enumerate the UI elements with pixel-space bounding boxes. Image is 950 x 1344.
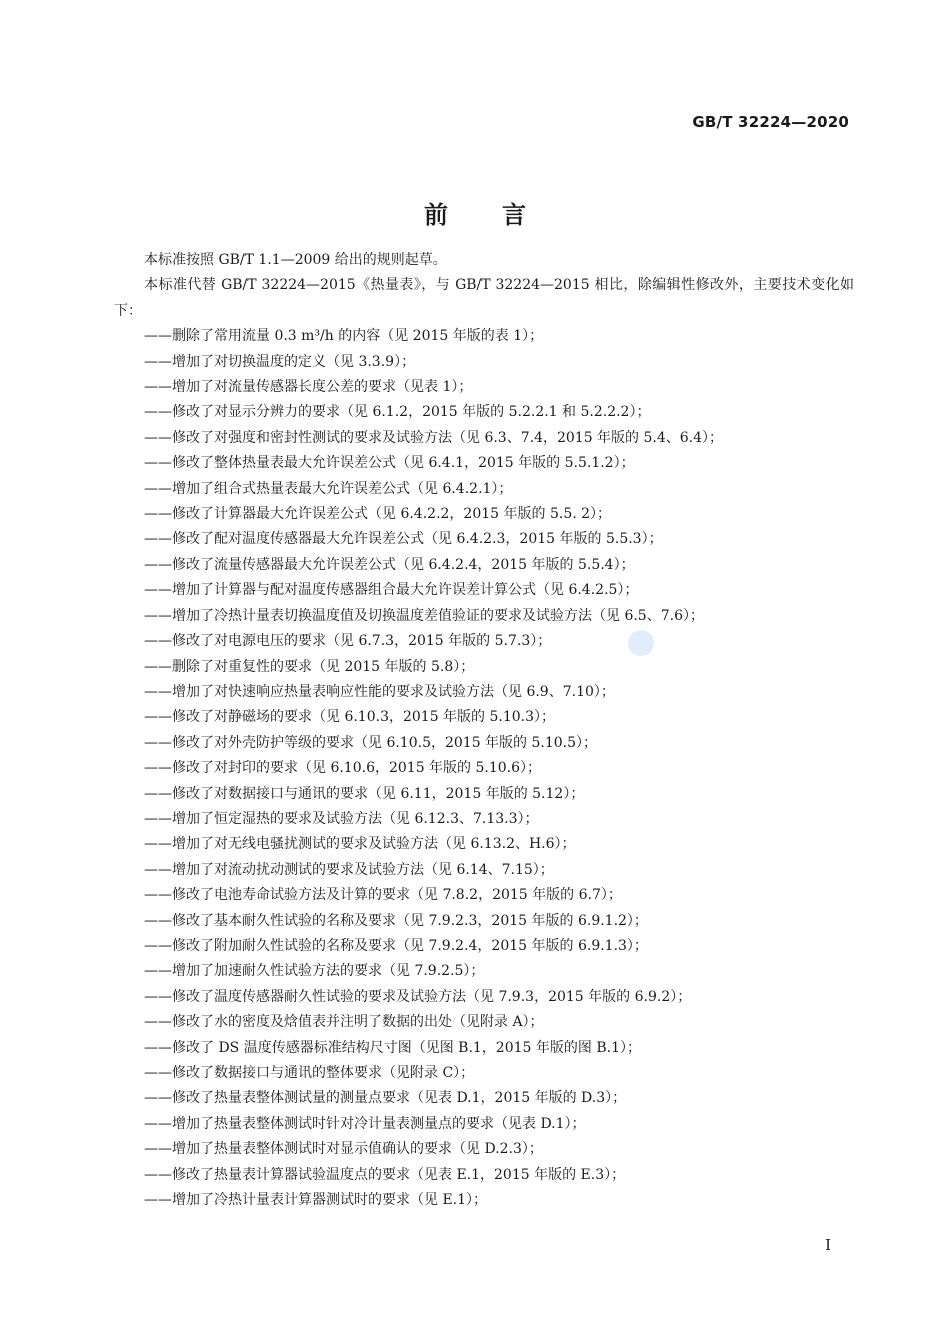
change-item: ——增加了对流动扰动测试的要求及试验方法（见 6.14、7.15）； bbox=[144, 861, 554, 878]
document-body bbox=[114, 248, 854, 1213]
change-item: ——修改了温度传感器耐久性试验的要求及试验方法（见 7.9.3，2015 年版的 6.9.2）； bbox=[144, 988, 692, 1005]
change-item: ——增加了对切换温度的定义（见 3.3.9）； bbox=[144, 353, 416, 370]
change-item: ——修改了对封印的要求（见 6.10.6，2015 年版的 5.10.6）； bbox=[144, 760, 542, 777]
change-item: ——修改了对电源电压的要求（见 6.7.3，2015 年版的 5.7.3）； bbox=[144, 633, 552, 650]
change-item: ——增加了冷热计量表计算器测试时的要求（见 E.1）； bbox=[144, 1192, 488, 1209]
change-item: ——增加了对无线电骚扰测试的要求及试验方法（见 6.13.2、H.6）； bbox=[144, 836, 576, 853]
paragraph-replacement: 本标准代替 GB/T 32224—2015《热量表》，与 GB/T 32224—2015 相比，除编辑性修改外，主要技术变化如下： bbox=[114, 277, 854, 319]
change-item: ——修改了数据接口与通讯的整体要求（见附录 C）； bbox=[144, 1065, 475, 1081]
change-item: ——修改了 DS 温度传感器标准结构尺寸图（见图 B.1，2015 年版的图 B.1）； bbox=[144, 1039, 641, 1056]
standard-number: GB/T 32224—2020 bbox=[692, 113, 849, 131]
change-item: ——修改了对显示分辨力的要求（见 6.1.2，2015 年版的 5.2.2.1 和 5.2.2.2）； bbox=[144, 404, 651, 421]
change-item: ——增加了热量表整体测试时对显示值确认的要求（见 D.2.3）； bbox=[144, 1141, 543, 1158]
change-item: ——增加了对流量传感器长度公差的要求（见表 1）； bbox=[144, 379, 473, 396]
change-item: ——修改了对强度和密封性测试的要求及试验方法（见 6.3、7.4，2015 年版的 5.4、6.4）； bbox=[144, 429, 724, 446]
change-item: ——修改了对数据接口与通讯的要求（见 6.11，2015 年版的 5.12）； bbox=[144, 785, 585, 802]
change-item: ——增加了恒定湿热的要求及试验方法（见 6.12.3、7.13.3）； bbox=[144, 810, 539, 827]
change-item: ——修改了对外壳防护等级的要求（见 6.10.5，2015 年版的 5.10.5）； bbox=[144, 734, 598, 751]
change-item: ——增加了加速耐久性试验方法的要求（见 7.9.2.5）； bbox=[144, 963, 485, 980]
change-item: ——增加了对快速响应热量表响应性能的要求及试验方法（见 6.9、7.10）； bbox=[144, 683, 615, 700]
page-title: 前言 bbox=[424, 201, 580, 229]
change-item: ——增加了冷热计量表切换温度值及切换温度差值验证的要求及试验方法（见 6.5、7.6）； bbox=[144, 607, 704, 624]
change-item: ——增加了计算器与配对温度传感器组合最大允许误差计算公式（见 6.4.2.5）； bbox=[144, 582, 639, 599]
paragraph-drafting-rules: 本标准按照 GB/T 1.1—2009 给出的规则起草。 bbox=[144, 252, 447, 268]
change-item: ——修改了水的密度及焓值表并注明了数据的出处（见附录 A）； bbox=[144, 1014, 544, 1031]
changes-list bbox=[114, 324, 854, 1213]
change-item: ——修改了基本耐久性试验的名称及要求（见 7.9.2.3，2015 年版的 6.9.1.2）； bbox=[144, 912, 648, 929]
change-item: ——删除了对重复性的要求（见 2015 年版的 5.8）； bbox=[144, 658, 475, 675]
change-item: ——增加了热量表整体测试时针对冷计量表测量点的要求（见表 D.1）； bbox=[144, 1115, 586, 1132]
change-item: ——删除了常用流量 0.3 m³/h 的内容（见 2015 年版的表 1）； bbox=[144, 328, 544, 345]
page-number: I bbox=[825, 1236, 831, 1254]
change-item: ——修改了对静磁场的要求（见 6.10.3，2015 年版的 5.10.3）； bbox=[144, 709, 556, 726]
change-item: ——修改了流量传感器最大允许误差公式（见 6.4.2.4，2015 年版的 5.5.4）； bbox=[144, 556, 635, 573]
change-item: ——修改了整体热量表最大允许误差公式（见 6.4.1，2015 年版的 5.5.1.2）； bbox=[144, 455, 635, 472]
change-item: ——修改了计算器最大允许误差公式（见 6.4.2.2，2015 年版的 5.5. 2）； bbox=[144, 506, 612, 523]
change-item: ——修改了电池寿命试验方法及计算的要求（见 7.8.2，2015 年版的 6.7）； bbox=[144, 887, 622, 904]
change-item: ——增加了组合式热量表最大允许误差公式（见 6.4.2.1）； bbox=[144, 480, 513, 497]
change-item: ——修改了附加耐久性试验的名称及要求（见 7.9.2.4，2015 年版的 6.9.1.3）； bbox=[144, 937, 648, 954]
change-item: ——修改了配对温度传感器最大允许误差公式（见 6.4.2.3，2015 年版的 5.5.3）； bbox=[144, 531, 663, 548]
change-item: ——修改了热量表整体测试量的测量点要求（见表 D.1，2015 年版的 D.3）； bbox=[144, 1090, 627, 1107]
change-item: ——修改了热量表计算器试验温度点的要求（见表 E.1，2015 年版的 E.3）； bbox=[144, 1166, 626, 1183]
watermark-mark bbox=[628, 630, 654, 656]
